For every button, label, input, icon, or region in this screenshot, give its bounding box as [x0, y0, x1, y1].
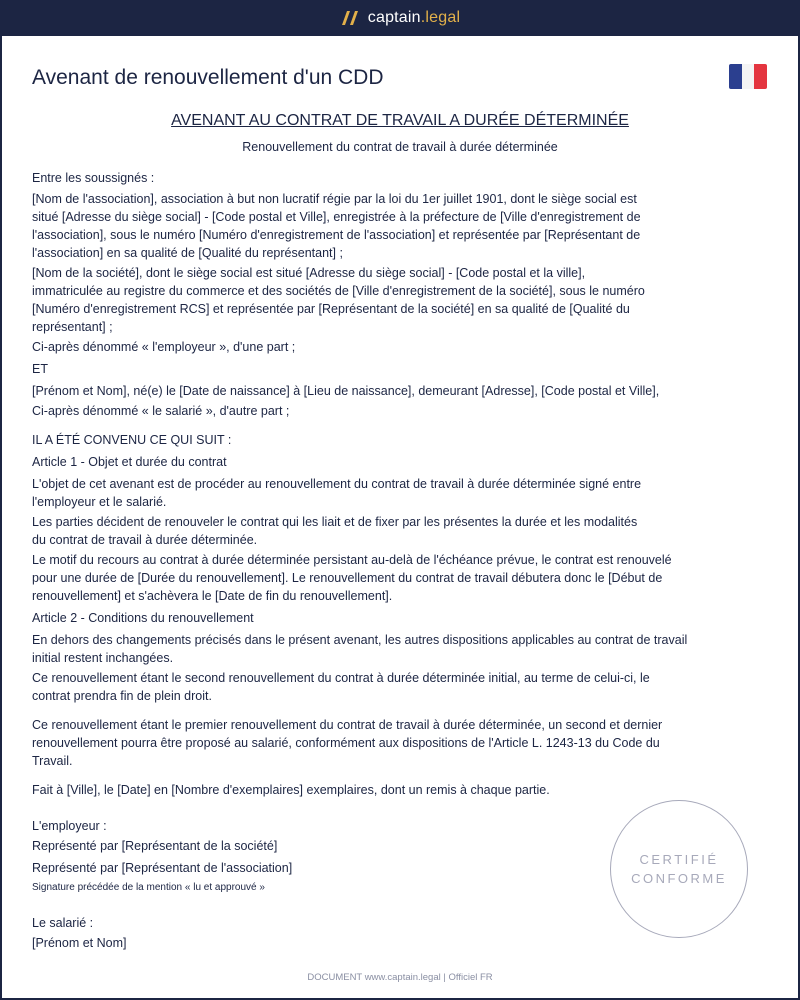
contract-subheading: Renouvellement du contrat de travail à durée déterminée — [242, 140, 558, 154]
stamp-line: CONFORME — [631, 871, 727, 886]
text-line: pour une durée de [Durée du renouvellement]. Le renouvellement du contrat de travail débutera donc le [Début de — [32, 571, 663, 585]
french-flag-icon — [729, 64, 767, 89]
brand[interactable] — [340, 9, 460, 27]
text-line: initial restent inchangées. — [32, 651, 174, 665]
text-line: Les parties décident de renouveler le contrat qui les liait et de fixer par les présentes la durée et les modalités — [32, 515, 638, 529]
article-heading: Article 2 - Conditions du renouvellement — [32, 611, 254, 625]
document-page — [2, 36, 798, 998]
text-line: contrat prendra fin de plein droit. — [32, 689, 212, 703]
text-line: En dehors des changements précisés dans le présent avenant, les autres dispositions applicables au contrat de travail — [32, 633, 688, 647]
article-heading: Article 1 - Objet et durée du contrat — [32, 455, 227, 469]
text-line: Travail. — [32, 754, 73, 768]
text-line: ET — [32, 362, 48, 376]
text-line: Fait à [Ville], le [Date] en [Nombre d'exemplaires] exemplaires, dont un remis à chaque partie. — [32, 783, 550, 797]
signature-note: Signature précédée de la mention « lu et approuvé » — [32, 882, 265, 893]
text-line: L'objet de cet avenant est de procéder au renouvellement du contrat de travail à durée déterminée signé entre — [32, 477, 642, 491]
text-line: Ci-après dénommé « l'employeur », d'une part ; — [32, 340, 296, 354]
text-line: situé [Adresse du siège social] - [Code postal et Ville], enregistrée à la préfecture de [Ville d'enregistrement de — [32, 210, 641, 224]
text-line: Représenté par [Représentant de l'association] — [32, 861, 293, 875]
footer: DOCUMENT www.captain.legal | Officiel FR — [307, 972, 493, 983]
text-line: renouvellement] et s'achèvera le [Date de fin du renouvellement]. — [32, 589, 393, 603]
text-line: [Prénom et Nom] — [32, 936, 127, 950]
document-title: Avenant de renouvellement d'un CDD — [32, 66, 384, 89]
top-bar — [0, 0, 800, 36]
text-line: l'employeur et le salarié. — [32, 495, 167, 509]
text-line: du contrat de travail à durée déterminée. — [32, 533, 258, 547]
text-line: [Numéro d'enregistrement RCS] et représentée par [Représentant de la société] en sa qualité de [Qualité du — [32, 302, 630, 316]
text-line: IL A ÉTÉ CONVENU CE QUI SUIT : — [32, 433, 232, 447]
signature-label: L'employeur : — [32, 819, 107, 833]
contract-heading: AVENANT AU CONTRAT DE TRAVAIL A DURÉE DÉTERMINÉE — [171, 112, 629, 129]
text-line: Entre les soussignés : — [32, 171, 155, 185]
captain-logo-icon — [340, 10, 360, 26]
certified-stamp — [610, 800, 748, 938]
text-line: immatriculée au registre du commerce et des sociétés de [Ville d'enregistrement de la société], sous le numéro — [32, 284, 645, 298]
text-line: Ci-après dénommé « le salarié », d'autre part ; — [32, 404, 290, 418]
text-line: l'association], sous le numéro [Numéro d'enregistrement de l'association] et représentée par [Représentant de — [32, 228, 641, 242]
text-line: Ce renouvellement étant le premier renouvellement du contrat de travail à durée déterminée, un second et dernier — [32, 718, 663, 732]
text-line: Le motif du recours au contrat à durée déterminée persistant au-delà de l'échéance prévue, le contrat est renouvelé — [32, 553, 672, 567]
text-line: Représenté par [Représentant de la société] — [32, 839, 278, 853]
text-line: [Prénom et Nom], né(e) le [Date de naissance] à [Lieu de naissance], demeurant [Adresse], [Code postal et Ville], — [32, 384, 660, 398]
text-line: [Nom de la société], dont le siège social est situé [Adresse du siège social] - [Code postal et la ville], — [32, 266, 586, 280]
stamp-line: CERTIFIÉ — [639, 852, 719, 867]
text-line: représentant] ; — [32, 320, 113, 334]
signature-label: Le salarié : — [32, 916, 94, 930]
text-line: renouvellement pourra être proposé au salarié, conformément aux dispositions de l'Article L. 1243-13 du Code du — [32, 736, 660, 750]
text-line: [Nom de l'association], association à but non lucratif régie par la loi du 1er juillet 1901, dont le siège social est — [32, 192, 637, 206]
brand-name: captain.legal — [367, 9, 461, 26]
text-line: l'association] en sa qualité de [Qualité du représentant] ; — [32, 246, 343, 260]
text-line: Ce renouvellement étant le second renouvellement du contrat à durée déterminée initial, au terme de celui-ci, le — [32, 671, 650, 685]
